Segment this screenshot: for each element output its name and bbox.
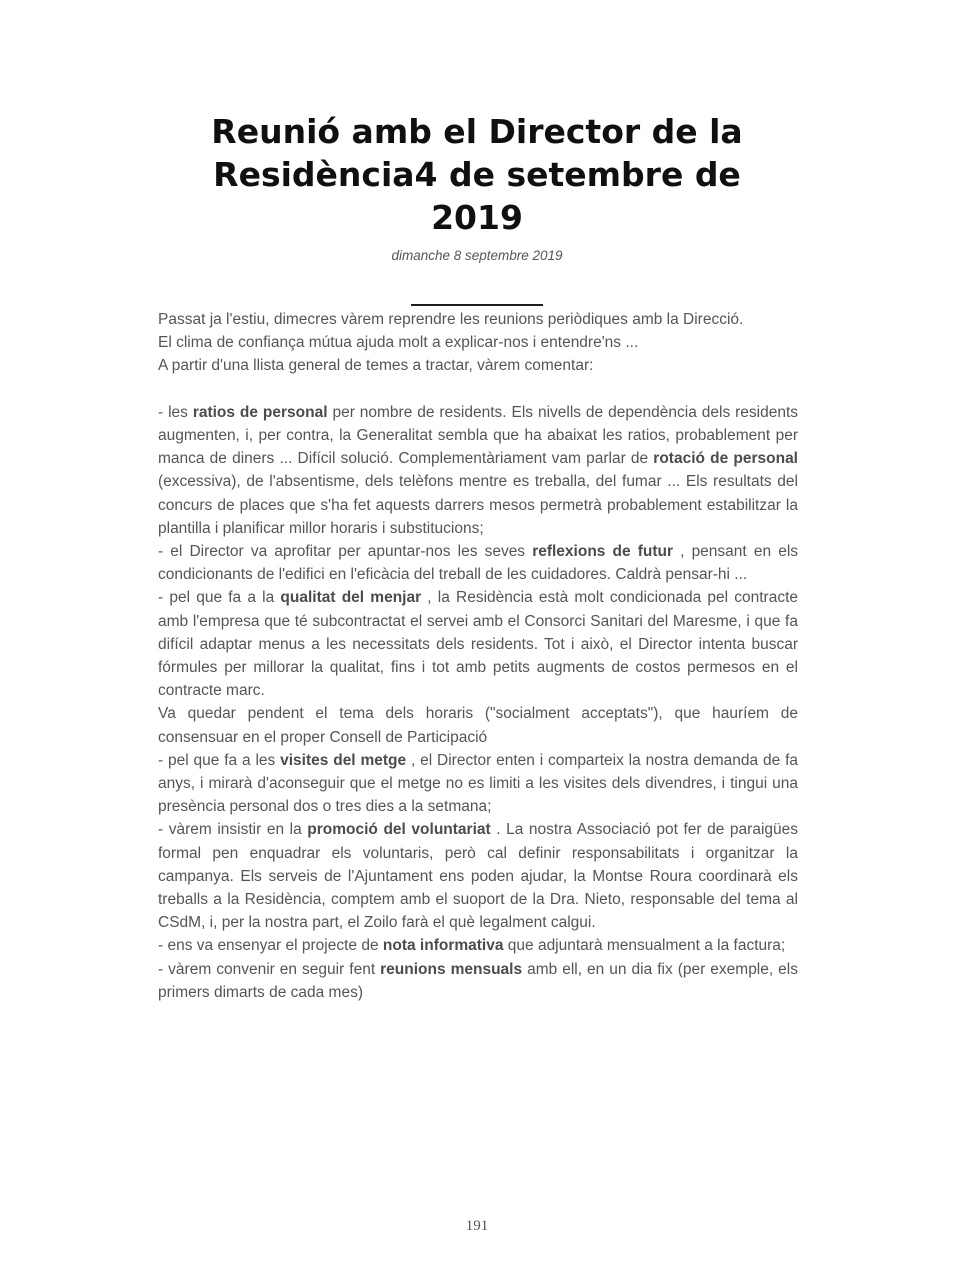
document-date: dimanche 8 septembre 2019 — [391, 248, 563, 263]
bold-phrase: nota informativa — [382, 937, 504, 955]
text-run: (excessiva), de l'absentisme, dels telèfons mentre es treballa, del fumar ... Els resultats del concurs de places que s'ha fet aquests darrers mesos permetrà probablement estabilitzar la plantilla i planificar millor horaris i substitucions; — [158, 473, 798, 537]
body-paragraph — [158, 934, 798, 957]
body-paragraph — [158, 702, 798, 748]
text-run: A partir d'una llista general de temes a tractar, vàrem comentar: — [158, 357, 594, 375]
title-line-1: Reunió amb el Director de la — [211, 112, 743, 151]
text-run: per nombre de residents. Els nivells de dependència dels residents augmenten, i, per contra, la Generalitat sembla que ha abaixat les ratios, probablement per manca de diners ... Difícil solució. Complementàriament vam parlar de — [158, 403, 799, 468]
body-paragraph — [158, 308, 798, 331]
document-body — [158, 308, 798, 1004]
text-run: , pensant en els condicionants de l'edifici en l'eficàcia del treball de les cuidadores. Caldrà pensar-hi ... — [158, 543, 799, 584]
text-run: . La nostra Associació pot fer de paraigües formal pen enquadrar els voluntaris, però cal definir responsabilitats i organitzar la campanya. Els serveis de l'Ajuntament ens poden ajudar, la Montse Roura coordinarà els treballs a la Residència, comptem amb el suoport de la Dra. Nieto, responsable del tema al CSdM, i, per la nostra part, el Zoilo farà el què legalment calgui. — [158, 821, 798, 932]
body-paragraph — [158, 586, 798, 702]
body-paragraph — [158, 331, 798, 354]
body-paragraph — [158, 958, 798, 1004]
text-run: - el Director va aprofitar per apuntar-nos les seves — [158, 543, 533, 561]
text-run: - vàrem insistir en la — [158, 821, 308, 839]
body-paragraph — [158, 818, 798, 934]
title-line-2: Residència4 de setembre de — [213, 155, 741, 194]
text-run: - pel que fa a les — [158, 751, 281, 769]
body-paragraph — [158, 749, 798, 819]
text-run: amb ell, en un dia fix (per exemple, els primers dimarts de cada mes) — [158, 960, 798, 1001]
bold-phrase: visites del metge — [280, 751, 407, 769]
bold-phrase: promoció del voluntariat — [307, 821, 491, 839]
bold-phrase: reflexions de futur — [532, 543, 674, 561]
bold-phrase: ratios de personal — [192, 403, 328, 421]
body-paragraph — [158, 540, 798, 586]
page-number: 191 — [465, 1218, 489, 1234]
bold-phrase: rotació de personal — [653, 450, 798, 468]
bold-phrase: qualitat del menjar — [280, 589, 422, 607]
text-run: - vàrem convenir en seguir fent — [158, 960, 381, 978]
divider-line — [411, 304, 543, 306]
text-run: Va quedar pendent el tema dels horaris ("socialment acceptats"), que hauríem de consensuar en el proper Consell de Participació — [158, 705, 798, 746]
text-run: - pel que fa a la — [158, 589, 281, 607]
bold-phrase: reunions mensuals — [380, 960, 523, 978]
text-run: El clima de confiança mútua ajuda molt a explicar-nos i entendre'ns ... — [158, 334, 639, 352]
text-run: , la Residència està molt condicionada pel contracte amb l'empresa que té subcontractat el servei amb el Consorci Sanitari del Maresme, i que fa difícil adaptar menus a les necessitats dels residents. Tot i això, el Director intenta buscar fórmules per millorar la qualitat, fins i tot amb petits augments de costos permesos en el contracte marc. — [158, 589, 798, 700]
text-run: Passat ja l'estiu, dimecres vàrem reprendre les reunions periòdiques amb la Direcció. — [158, 311, 744, 328]
text-run: - ens va ensenyar el projecte de — [158, 937, 383, 955]
page-title — [0, 110, 954, 239]
text-run: , el Director enten i comparteix la nostra demanda de fa anys, i mirarà d'aconseguir que el metge no es limiti a les visites dels divendres, i tingui una presència personal dos o tres dies a la setmana; — [158, 751, 798, 816]
text-run: - les — [158, 403, 193, 421]
title-line-3: 2019 — [431, 198, 523, 237]
body-paragraph — [158, 401, 798, 540]
body-paragraph — [158, 354, 798, 377]
text-run: que adjuntarà mensualment a la factura; — [503, 937, 786, 955]
